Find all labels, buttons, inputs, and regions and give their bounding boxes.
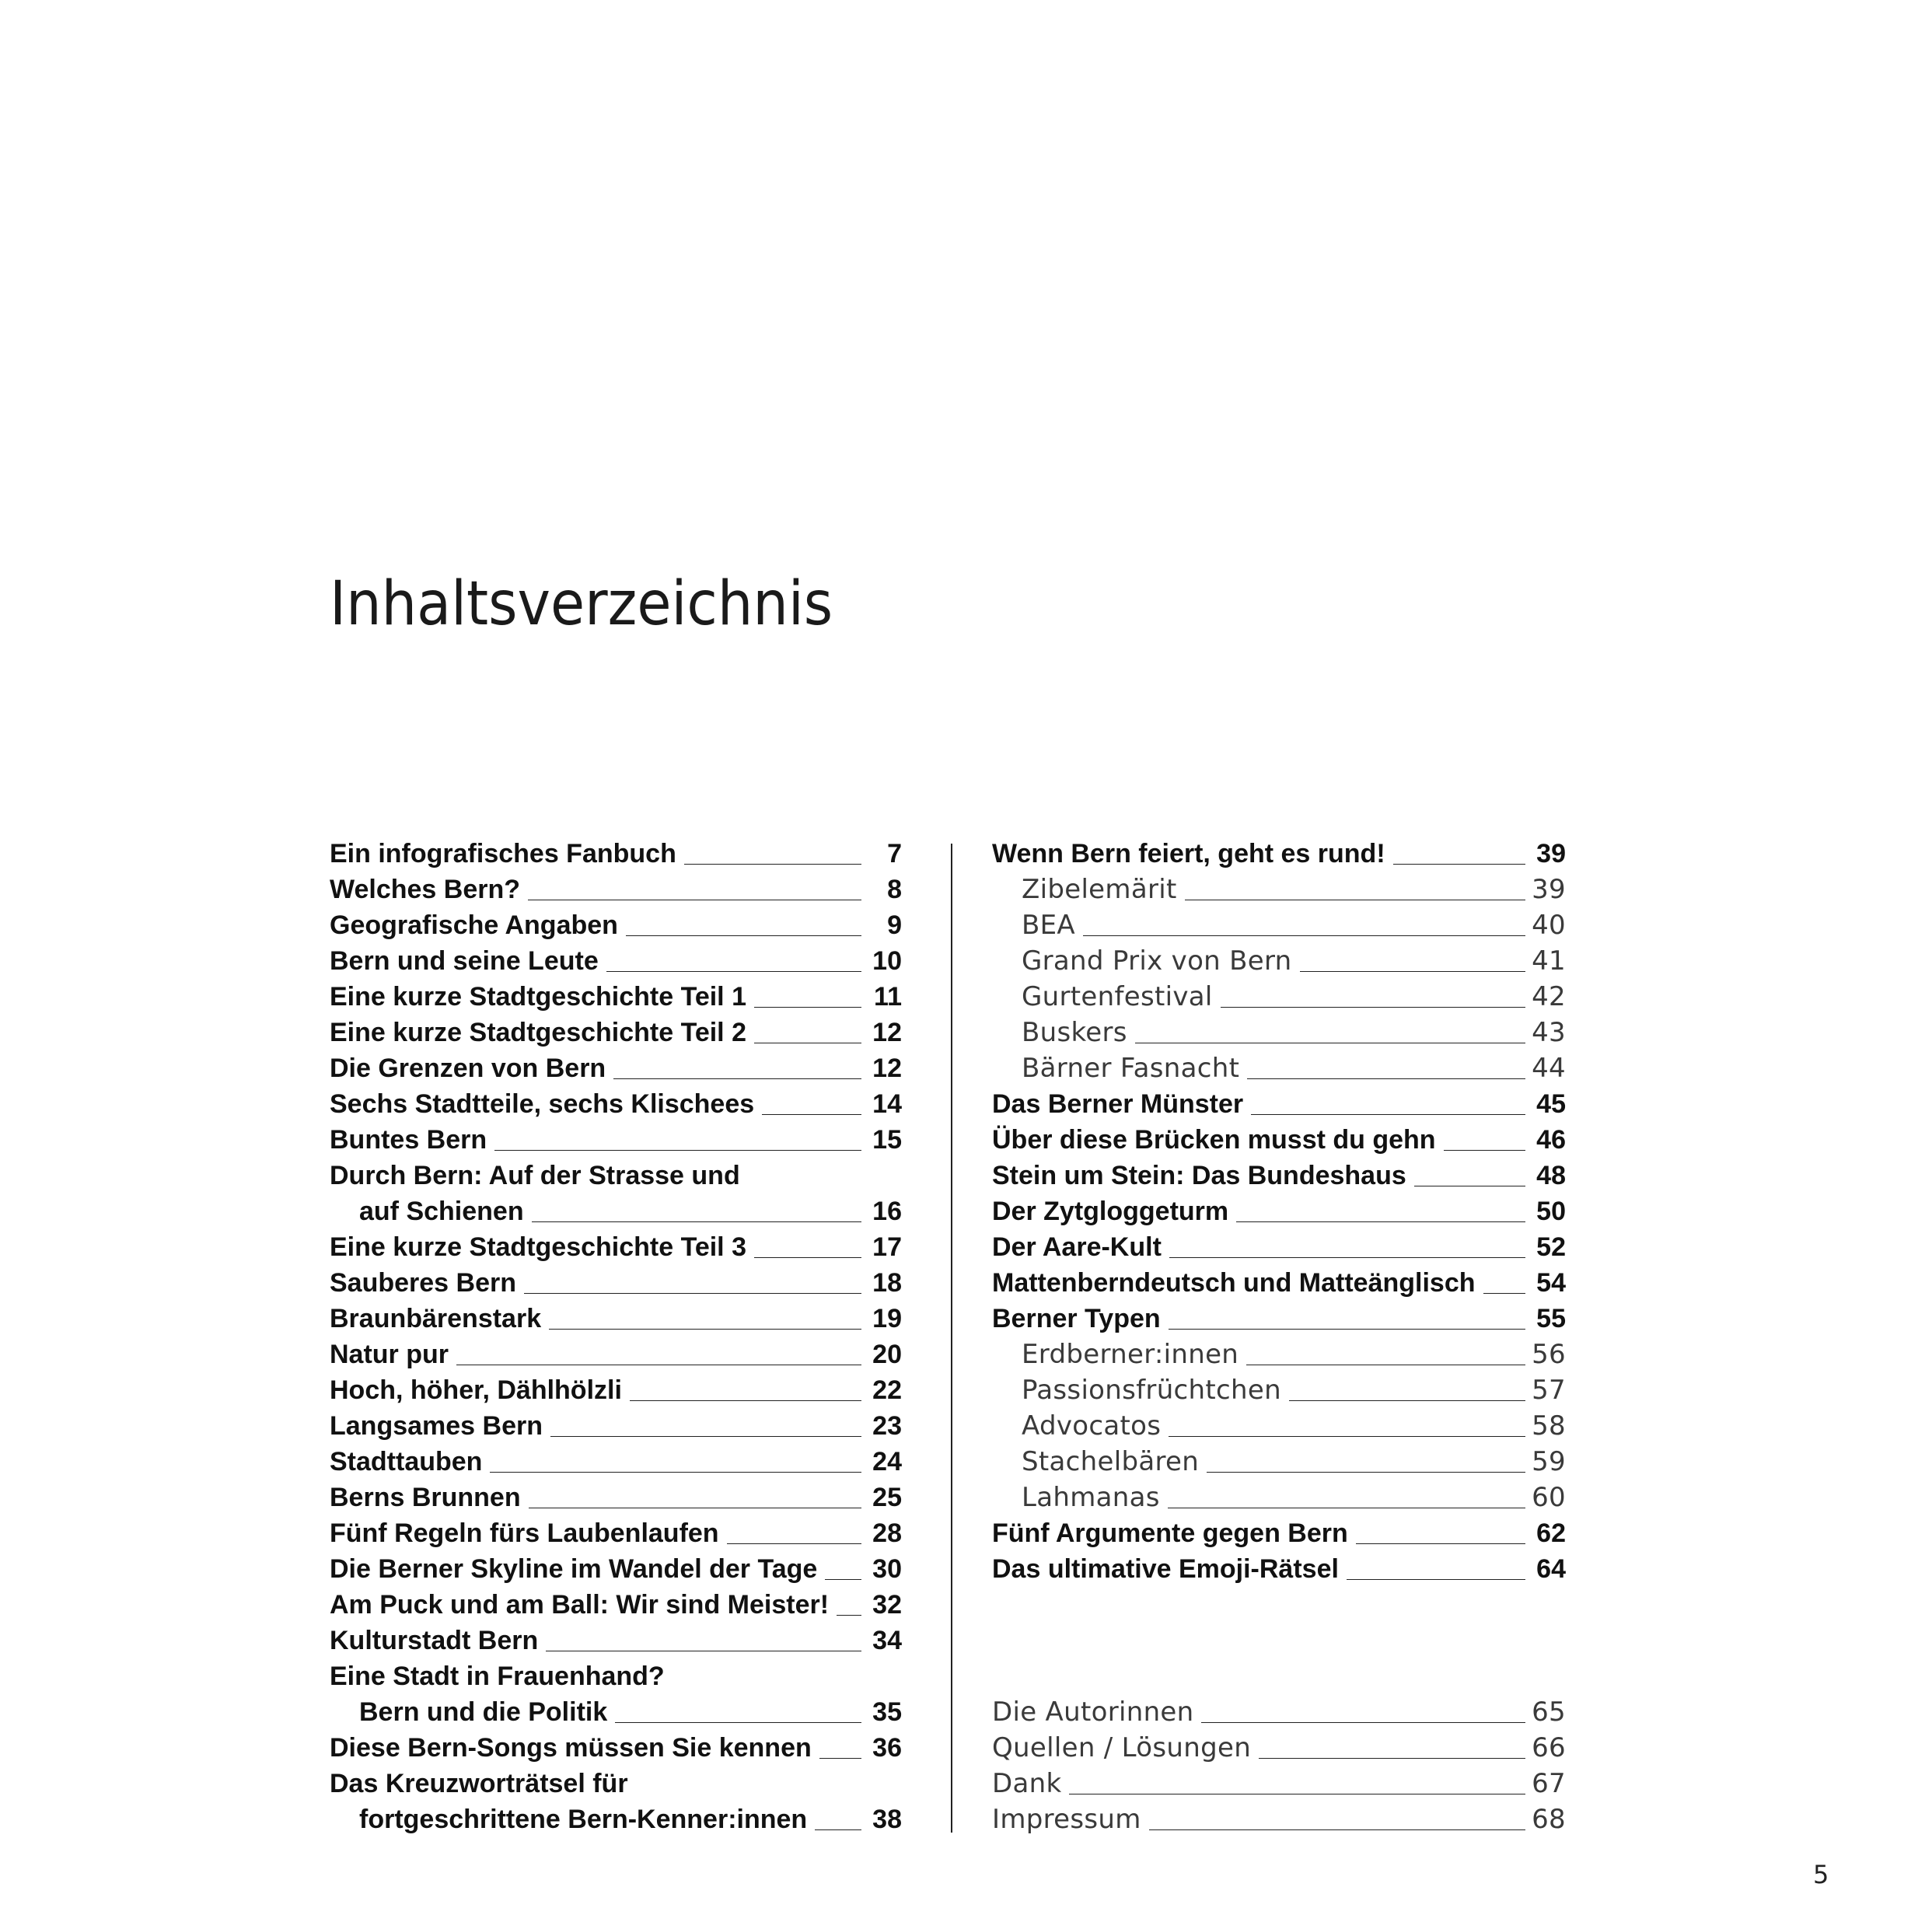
toc-entry-page: 45 <box>1536 1089 1566 1119</box>
toc-entry-page: 12 <box>872 1054 902 1083</box>
toc-entry <box>992 1444 1566 1480</box>
page-title: Inhaltsverzeichnis <box>330 569 833 639</box>
toc-entry-page: 22 <box>872 1375 902 1405</box>
toc-leader-line <box>1393 864 1525 865</box>
toc-entry-title: Impressum <box>992 1804 1141 1835</box>
toc-entry-title: Advocatos <box>1022 1410 1162 1442</box>
toc-entry-title: Buskers <box>1022 1017 1127 1048</box>
toc-entry <box>992 1301 1566 1337</box>
toc-entry-page: 46 <box>1536 1125 1566 1155</box>
toc-entry-title: Berns Brunnen <box>330 1483 521 1512</box>
toc-leader-line <box>1300 971 1525 972</box>
toc-entry-page: 41 <box>1532 945 1566 977</box>
toc-entry-page: 12 <box>872 1018 902 1047</box>
toc-entry-page: 9 <box>887 910 902 940</box>
toc-entry-page: 50 <box>1536 1197 1566 1226</box>
toc-entry <box>330 1623 902 1658</box>
toc-leader-line <box>524 1293 861 1294</box>
toc-entry-page: 57 <box>1532 1375 1566 1406</box>
toc-entry <box>992 1229 1566 1265</box>
toc-entry-title: Dank <box>992 1768 1062 1799</box>
toc-leader-line <box>1169 1257 1525 1258</box>
toc-entry <box>330 872 902 907</box>
column-divider <box>951 844 952 1833</box>
toc-leader-line <box>1444 1150 1525 1151</box>
toc-entry-title: Fünf Regeln fürs Laubenlaufen <box>330 1518 719 1548</box>
toc-entry <box>992 1730 1566 1766</box>
toc-entry-title: Bern und seine Leute <box>330 946 599 976</box>
toc-entry-title: Lahmanas <box>1022 1482 1160 1513</box>
toc-leader-line <box>494 1150 861 1151</box>
toc-entry-page: 39 <box>1532 874 1566 905</box>
toc-entry-title: Hoch, höher, Dählhölzli <box>330 1375 622 1405</box>
toc-entry-title: Stein um Stein: Das Bundeshaus <box>992 1161 1406 1190</box>
toc-entry-title: Gurtenfestival <box>1022 981 1213 1012</box>
toc-entry-title: Grand Prix von Bern <box>1022 945 1292 977</box>
toc-entry <box>992 1480 1566 1515</box>
toc-entry <box>330 1229 902 1265</box>
toc-entry-title: BEA <box>1022 910 1075 941</box>
toc-leader-line <box>1251 1114 1525 1115</box>
toc-entry-title: Stachelbären <box>1022 1446 1200 1477</box>
toc-entry-title: Über diese Brücken musst du gehn <box>992 1125 1436 1155</box>
toc-entry <box>330 1050 902 1086</box>
toc-entry-page: 66 <box>1532 1732 1566 1763</box>
toc-leader-line <box>684 864 861 865</box>
toc-entry-page: 10 <box>872 946 902 976</box>
toc-entry-title: Eine Stadt in Frauenhand? <box>330 1662 665 1691</box>
toc-entry <box>330 1515 902 1551</box>
toc-entry <box>992 1086 1566 1122</box>
toc-leader-line <box>1259 1758 1525 1759</box>
toc-entry-page: 65 <box>1532 1697 1566 1728</box>
toc-entry <box>992 1265 1566 1301</box>
toc-entry <box>330 1015 902 1050</box>
toc-entry-page: 11 <box>874 982 902 1012</box>
toc-entry <box>330 943 902 979</box>
toc-leader-line <box>819 1758 861 1759</box>
toc-entry-title-continued: auf Schienen <box>359 1197 524 1226</box>
toc-entry-title: Eine kurze Stadtgeschichte Teil 2 <box>330 1018 746 1047</box>
toc-entry <box>992 943 1566 979</box>
toc-entry <box>992 836 1566 872</box>
toc-leader-line <box>1483 1293 1526 1294</box>
toc-leader-line <box>613 1078 861 1079</box>
toc-entry-title: Durch Bern: Auf der Strasse und <box>330 1161 740 1190</box>
toc-entry-title: Welches Bern? <box>330 875 521 904</box>
toc-entry <box>330 1337 902 1372</box>
toc-leader-line <box>1289 1400 1525 1401</box>
toc-leader-line <box>1201 1722 1525 1723</box>
toc-leader-line <box>615 1722 861 1723</box>
toc-entry <box>330 1551 902 1587</box>
toc-entry-title: Das Kreuzworträtsel für <box>330 1769 628 1798</box>
toc-entry-title: Buntes Bern <box>330 1125 487 1155</box>
toc-entry-title: Das ultimative Emoji-Rätsel <box>992 1554 1339 1584</box>
toc-entry-page: 42 <box>1532 981 1566 1012</box>
toc-entry-title: Fünf Argumente gegen Bern <box>992 1518 1348 1548</box>
toc-leader-line <box>1347 1579 1525 1580</box>
toc-entry-page: 36 <box>872 1733 902 1763</box>
toc-entry-page: 55 <box>1536 1304 1566 1333</box>
toc-entry <box>330 1766 902 1837</box>
toc-entry-page: 43 <box>1532 1017 1566 1048</box>
toc-entry <box>330 1265 902 1301</box>
toc-leader-line <box>837 1615 861 1616</box>
toc-leader-line <box>727 1543 861 1544</box>
toc-entry-page: 48 <box>1536 1161 1566 1190</box>
toc-entry-page: 52 <box>1536 1232 1566 1262</box>
toc-entry-page: 58 <box>1532 1410 1566 1442</box>
toc-entry-page: 14 <box>872 1089 902 1119</box>
toc-entry <box>330 979 902 1015</box>
toc-left-column <box>330 836 902 1837</box>
toc-leader-line <box>1236 1221 1525 1222</box>
toc-entry <box>330 907 902 943</box>
toc-entry-page: 15 <box>872 1125 902 1155</box>
toc-entry-page: 35 <box>872 1697 902 1727</box>
toc-entry-title: Mattenberndeutsch und Matteänglisch <box>992 1268 1476 1298</box>
toc-entry <box>992 1193 1566 1229</box>
toc-entry-page: 39 <box>1536 839 1566 868</box>
toc-entry-title: Die Grenzen von Bern <box>330 1054 606 1083</box>
toc-leader-line <box>630 1400 861 1401</box>
toc-leader-line <box>754 1257 861 1258</box>
toc-entry-title: Die Autorinnen <box>992 1697 1194 1728</box>
toc-entry-page: 16 <box>872 1197 902 1226</box>
toc-right-main <box>992 836 1566 1587</box>
toc-leader-line <box>606 971 861 972</box>
toc-entry-page: 67 <box>1532 1768 1566 1799</box>
toc-entry-page: 17 <box>872 1232 902 1262</box>
toc-leader-line <box>1169 1329 1525 1330</box>
page-number: 5 <box>1813 1860 1829 1889</box>
toc-entry <box>330 1158 902 1229</box>
toc-entry-title: Geografische Angaben <box>330 910 618 940</box>
toc-entry-title: Der Zytgloggeturm <box>992 1197 1229 1226</box>
toc-entry-page: 18 <box>872 1268 902 1298</box>
toc-appendix <box>992 1694 1566 1837</box>
toc-entry <box>992 1158 1566 1193</box>
toc-entry-page: 32 <box>872 1590 902 1620</box>
toc-entry <box>992 907 1566 943</box>
toc-leader-line <box>1149 1829 1525 1830</box>
toc-entry <box>330 1122 902 1158</box>
toc-entry-title: Das Berner Münster <box>992 1089 1244 1119</box>
toc-entry-title: Diese Bern-Songs müssen Sie kennen <box>330 1733 812 1763</box>
toc-entry-title: Langsames Bern <box>330 1411 543 1441</box>
toc-entry <box>992 1515 1566 1551</box>
toc-entry-page: 34 <box>872 1626 902 1655</box>
toc-leader-line <box>490 1472 861 1473</box>
toc-entry-page: 24 <box>872 1447 902 1476</box>
toc-entry-page: 40 <box>1532 910 1566 941</box>
appendix-gap <box>992 1587 1566 1694</box>
toc-entry <box>992 1050 1566 1086</box>
toc-entry <box>992 1766 1566 1801</box>
toc-entry-title: Am Puck und am Ball: Wir sind Meister! <box>330 1590 830 1620</box>
toc-entry-title: Der Aare-Kult <box>992 1232 1162 1262</box>
toc-entry-title: Eine kurze Stadtgeschichte Teil 3 <box>330 1232 746 1262</box>
toc-entry-title: Kulturstadt Bern <box>330 1626 539 1655</box>
toc-entry <box>992 1337 1566 1372</box>
toc-entry-page: 23 <box>872 1411 902 1441</box>
toc-entry <box>330 1587 902 1623</box>
toc-entry-title: Sauberes Bern <box>330 1268 516 1298</box>
toc-entry-page: 28 <box>872 1518 902 1548</box>
toc-entry <box>330 1444 902 1480</box>
toc-entry-title-continued: Bern und die Politik <box>359 1697 608 1727</box>
toc-entry-page: 38 <box>872 1805 902 1834</box>
toc-leader-line <box>1207 1472 1525 1473</box>
toc-leader-line <box>825 1579 861 1580</box>
toc-leader-line <box>550 1436 861 1437</box>
toc-leader-line <box>1221 1007 1525 1008</box>
toc-entry-title: Braunbärenstark <box>330 1304 542 1333</box>
toc-entry-page: 30 <box>872 1554 902 1584</box>
toc-leader-line <box>1356 1543 1525 1544</box>
toc-leader-line <box>1247 1078 1525 1079</box>
toc-entry <box>992 872 1566 907</box>
toc-entry-title-continued: fortgeschrittene Bern-Kenner:innen <box>359 1805 808 1834</box>
toc-leader-line <box>1169 1436 1525 1437</box>
toc-entry <box>330 1372 902 1408</box>
toc-entry-title: Passionsfrüchtchen <box>1022 1375 1281 1406</box>
toc-entry <box>992 1372 1566 1408</box>
toc-entry <box>330 1408 902 1444</box>
toc-entry-title: Eine kurze Stadtgeschichte Teil 1 <box>330 982 746 1012</box>
toc-entry-title: Berner Typen <box>992 1304 1161 1333</box>
toc-entry <box>992 979 1566 1015</box>
toc-entry-page: 64 <box>1536 1554 1566 1584</box>
toc-entry <box>330 1480 902 1515</box>
toc-leader-line <box>626 935 861 936</box>
toc-entry-page: 8 <box>887 875 902 904</box>
toc-entry-page: 60 <box>1532 1482 1566 1513</box>
toc-entry-page: 68 <box>1532 1804 1566 1835</box>
toc-entry-title: Bärner Fasnacht <box>1022 1053 1240 1084</box>
toc-leader-line <box>532 1221 861 1222</box>
toc-entry-page: 20 <box>872 1340 902 1369</box>
toc-leader-line <box>754 1007 861 1008</box>
toc-entry-title: Erdberner:innen <box>1022 1339 1239 1370</box>
toc-entry-page: 62 <box>1536 1518 1566 1548</box>
toc-entry <box>330 1658 902 1730</box>
toc-entry-title: Ein infografisches Fanbuch <box>330 839 676 868</box>
toc-right-column <box>992 836 1566 1837</box>
toc-entry-title: Sechs Stadtteile, sechs Klischees <box>330 1089 755 1119</box>
toc-entry <box>992 1694 1566 1730</box>
toc-entry-page: 19 <box>872 1304 902 1333</box>
toc-leader-line <box>815 1829 861 1830</box>
toc-entry-title: Die Berner Skyline im Wandel der Tage <box>330 1554 818 1584</box>
toc-leader-line <box>762 1114 861 1115</box>
toc-entry <box>330 1301 902 1337</box>
toc-entry-page: 59 <box>1532 1446 1566 1477</box>
toc-entry-page: 54 <box>1536 1268 1566 1298</box>
toc-entry-page: 44 <box>1532 1053 1566 1084</box>
toc-entry <box>330 1730 902 1766</box>
toc-entry-title: Natur pur <box>330 1340 449 1369</box>
toc-entry <box>992 1408 1566 1444</box>
toc-entry <box>330 1086 902 1122</box>
toc-entry <box>992 1122 1566 1158</box>
toc-entry-page: 25 <box>872 1483 902 1512</box>
toc-entry-page: 56 <box>1532 1339 1566 1370</box>
toc-entry <box>992 1801 1566 1837</box>
toc-entry <box>330 836 902 872</box>
toc-entry <box>992 1015 1566 1050</box>
toc-entry <box>992 1551 1566 1587</box>
toc-entry-title: Zibelemärit <box>1022 874 1177 905</box>
toc-leader-line <box>1083 935 1525 936</box>
toc-entry-title: Quellen / Lösungen <box>992 1732 1252 1763</box>
toc-entry-title: Stadttauben <box>330 1447 483 1476</box>
toc-entry-title: Wenn Bern feiert, geht es rund! <box>992 839 1385 868</box>
toc-leader-line <box>549 1329 861 1330</box>
toc-entry-page: 7 <box>887 839 902 868</box>
